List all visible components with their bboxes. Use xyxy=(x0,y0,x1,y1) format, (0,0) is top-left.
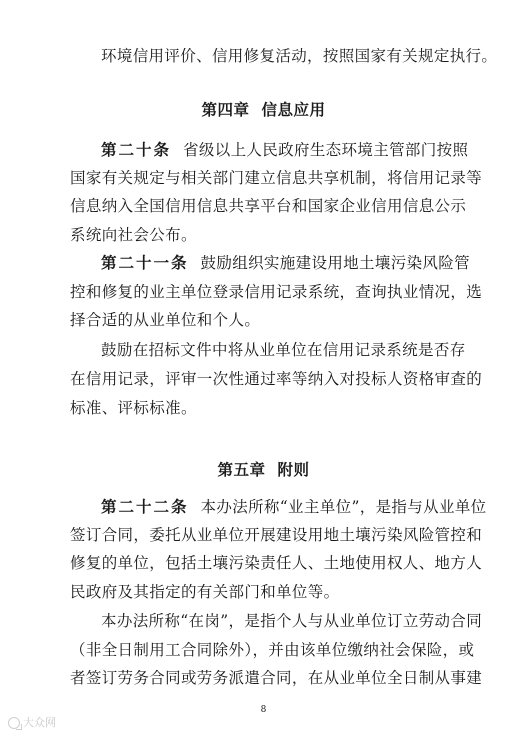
text-line: 修复的单位，包括土壤污染责任人、土地使用权人、地方人 xyxy=(70,554,483,572)
text-line: 者签订劳务合同或劳务派遣合同，在从业单位全日制从事建 xyxy=(70,669,483,687)
page-number: 8 xyxy=(260,705,267,715)
article-20-first-line xyxy=(101,140,491,160)
text-line: 本办法所称“在岗”，是指个人与从业单位订立劳动合同 xyxy=(101,612,483,630)
text-line: 民政府及其指定的有关部门和单位等。 xyxy=(70,583,340,601)
text-line: 在信用记录，评审一次性通过率等纳入对投标人资格审查的 xyxy=(70,370,483,388)
article-label: 第二十二条 xyxy=(101,497,189,516)
text-line: 控和修复的业主单位登录信用记录系统，查询执业情况，选 xyxy=(70,283,483,301)
chapter-title: 信息应用 xyxy=(261,100,326,119)
chapter-heading-4 xyxy=(0,100,527,120)
article-text: 鼓励组织实施建设用地土壤污染风险管 xyxy=(200,254,470,272)
chapter-title: 附则 xyxy=(277,460,310,479)
watermark-text: 大众网 xyxy=(23,716,56,729)
chapter-number: 第五章 xyxy=(217,460,266,479)
text-line: 鼓励在招标文件中将从业单位在信用记录系统是否存 xyxy=(101,341,466,359)
text-line: 国家有关规定与相关部门建立信息共享机制，将信用记录等 xyxy=(70,169,483,187)
article-text: 本办法所称“业主单位”，是指与从业单位 xyxy=(200,498,487,516)
article-label: 第二十一条 xyxy=(101,253,189,272)
watermark-logo-icon xyxy=(8,717,20,729)
chapter-heading-5 xyxy=(0,460,527,480)
text-line: 环境信用评价、信用修复活动，按照国家有关规定执行。 xyxy=(101,47,498,65)
article-21-first-line xyxy=(101,253,491,273)
chapter-number: 第四章 xyxy=(201,100,250,119)
text-line: 择合适的从业单位和个人。 xyxy=(70,311,261,329)
article-label: 第二十条 xyxy=(101,140,172,159)
article-22-first-line xyxy=(101,497,491,517)
text-line: （非全日制用工合同除外），并由该单位缴纳社会保险，或 xyxy=(70,641,475,659)
text-line: 系统向社会公布。 xyxy=(70,226,197,244)
text-line: 标准、评标标准。 xyxy=(70,399,197,417)
article-text: 省级以上人民政府生态环境主管部门按照 xyxy=(183,141,469,159)
text-line: 信息纳入全国信用信息共享平台和国家企业信用信息公示 xyxy=(70,197,467,215)
text-line: 签订合同，委托从业单位开展建设用地土壤污染风险管控和 xyxy=(70,526,483,544)
watermark xyxy=(8,716,56,730)
